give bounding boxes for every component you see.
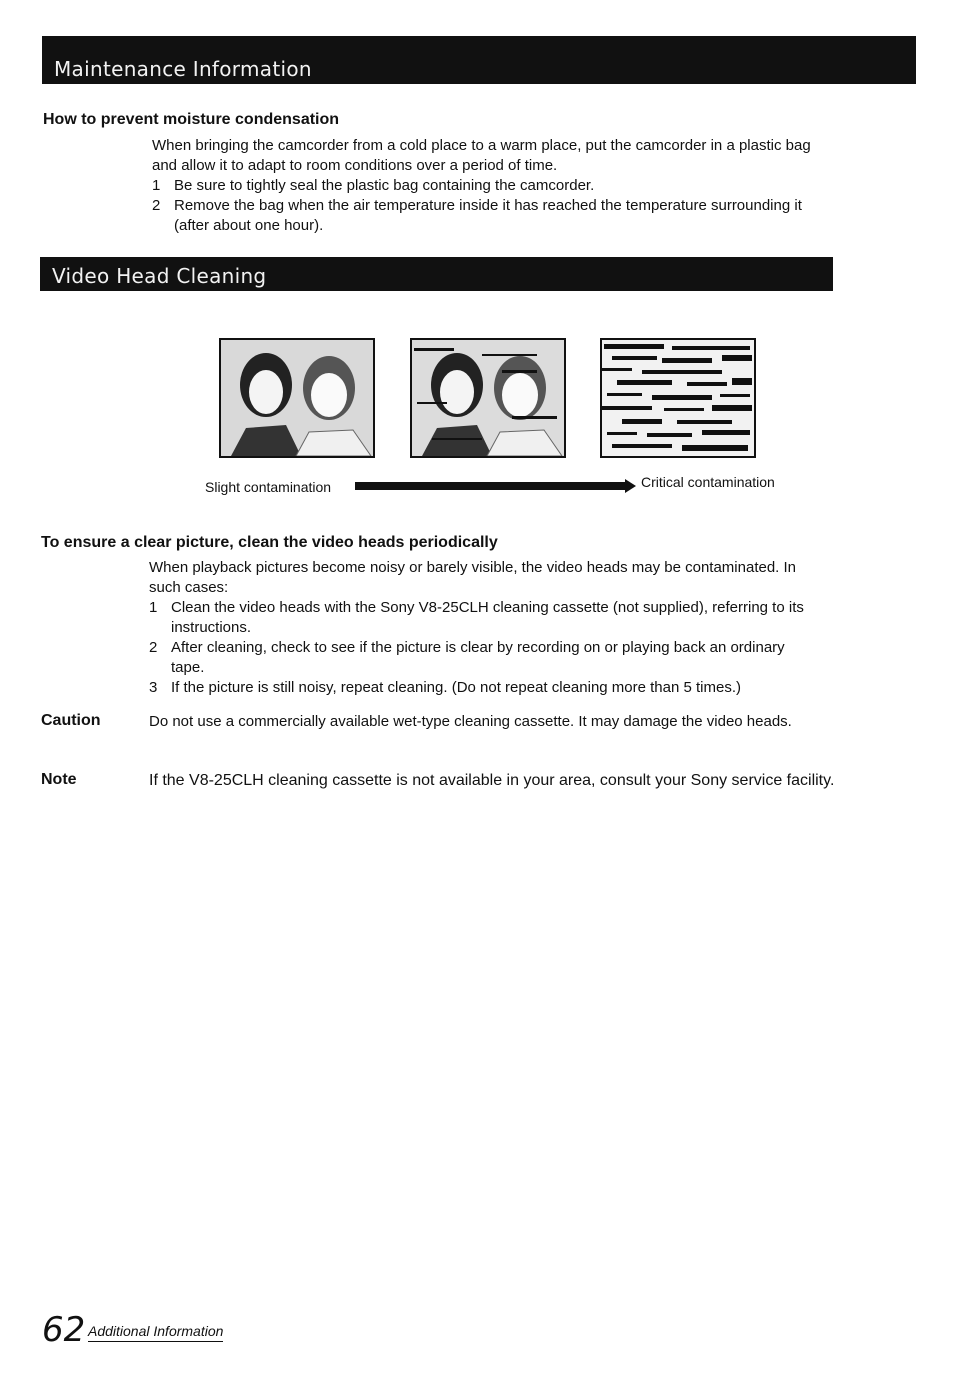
step-text: If the picture is still noisy, repeat cleaning. (Do not repeat cleaning more than 5 times.) — [171, 679, 742, 696]
slight-contamination-picture — [219, 338, 375, 458]
step-text: Remove the bag when the air temperature inside it has reached the temperature surrounding it (after about one hour). — [174, 197, 802, 234]
noise-image — [602, 340, 754, 456]
caution-text: Do not use a commercially available wet-type cleaning cassette. It may damage the video heads. — [149, 713, 792, 730]
step-number: 3 — [149, 679, 158, 696]
cleaning-step — [149, 678, 839, 698]
section-banner-video-head-cleaning — [40, 257, 833, 291]
step-number: 1 — [152, 177, 161, 194]
contamination-arrow-icon — [355, 478, 637, 494]
banner-title: Video Head Cleaning — [52, 264, 267, 288]
caution-label: Caution — [41, 712, 101, 729]
cleaning-intro: When playback pictures become noisy or barely visible, the video heads may be contaminated. In such cases: — [149, 559, 797, 596]
critical-contamination-picture — [600, 338, 756, 458]
slight-contamination-label: Slight contamination — [205, 479, 332, 495]
step-text: After cleaning, check to see if the picture is clear by recording on or playing back an ordinary tape. — [171, 639, 785, 676]
moderate-contamination-picture — [410, 338, 566, 458]
cleaning-heading: To ensure a clear picture, clean the video heads periodically — [41, 534, 498, 551]
cleaning-step — [149, 598, 839, 638]
banner-title: Maintenance Information — [54, 57, 312, 81]
noisy-faces-image — [412, 340, 564, 456]
note-text: If the V8-25CLH cleaning cassette is not available in your area, consult your Sony service facility. — [149, 772, 835, 789]
step-number: 2 — [152, 197, 161, 214]
step-text: Clean the video heads with the Sony V8-25CLH cleaning cassette (not supplied), referring to its instructions. — [171, 599, 804, 636]
critical-contamination-label: Critical contamination — [641, 474, 775, 490]
step-number: 1 — [149, 599, 158, 616]
cleaning-step — [149, 638, 839, 678]
moisture-heading: How to prevent moisture condensation — [43, 111, 340, 128]
moisture-intro: When bringing the camcorder from a cold place to a warm place, put the camcorder in a plastic bag and allow it to adapt to room conditions over a period of time. — [152, 137, 811, 174]
step-text: Be sure to tightly seal the plastic bag containing the camcorder. — [174, 177, 595, 194]
page-number: 62 — [42, 1310, 86, 1350]
section-banner-maintenance — [42, 36, 916, 84]
step-number: 2 — [149, 639, 158, 656]
note-label: Note — [41, 771, 77, 788]
moisture-step — [152, 196, 832, 236]
moisture-step — [152, 176, 832, 196]
faces-image — [221, 340, 373, 456]
footer-section-title: Additional Information — [88, 1323, 223, 1342]
